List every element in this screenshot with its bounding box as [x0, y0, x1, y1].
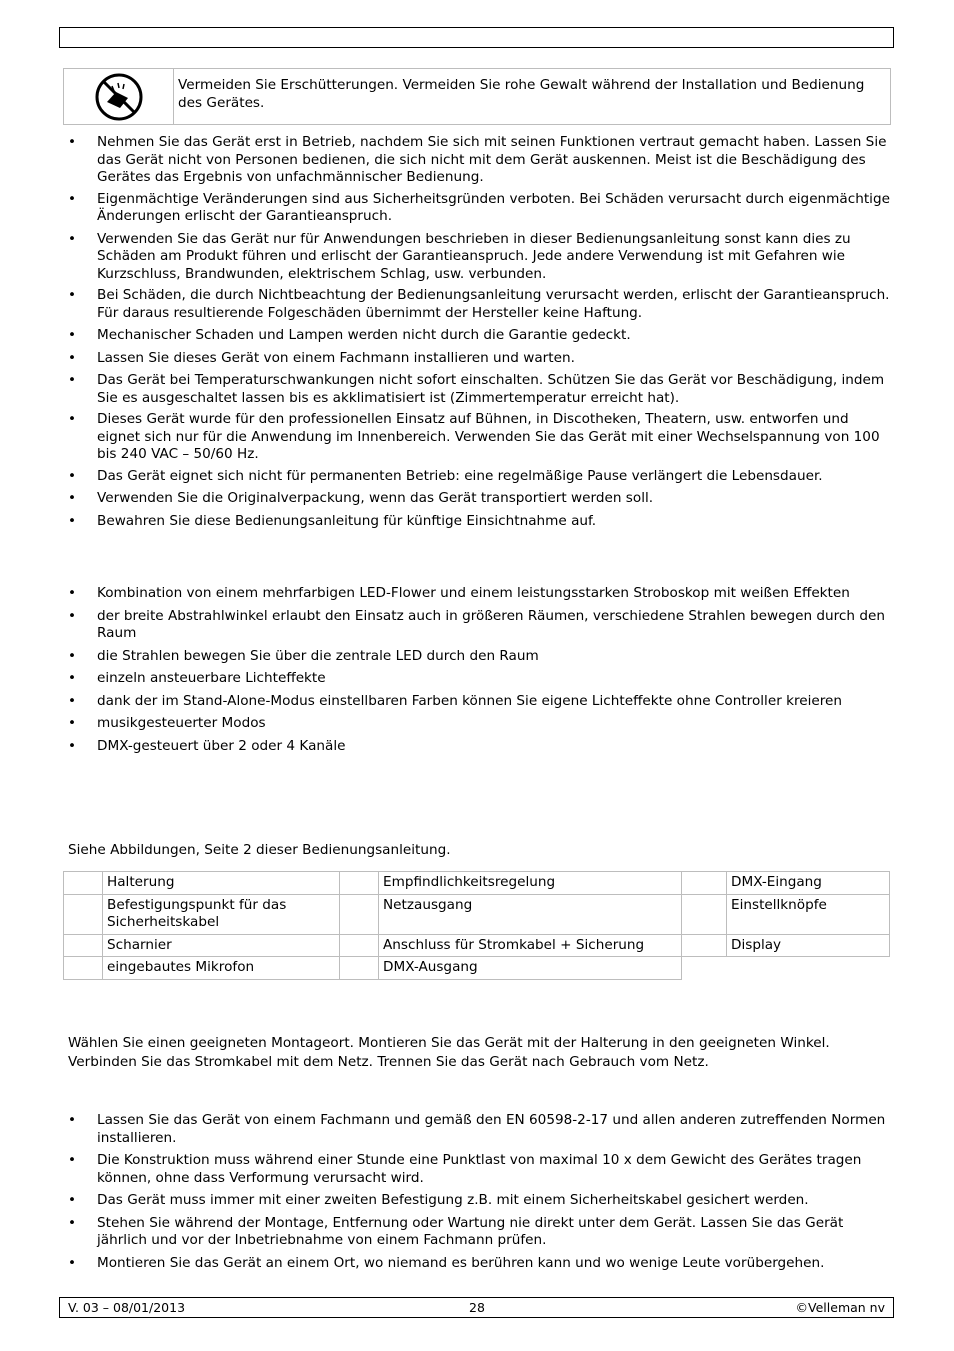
- table-cell: Scharnier: [103, 934, 340, 957]
- footer-page-number: 28: [469, 1300, 485, 1315]
- table-row: [64, 957, 890, 980]
- table-cell-number: [682, 894, 727, 934]
- table-cell: Halterung: [103, 872, 340, 895]
- table-cell: Empfindlichkeitsregelung: [379, 872, 682, 895]
- list-item: • musikgesteuerter Modos: [62, 715, 892, 733]
- list-item: • Die Konstruktion muss während einer Stunde eine Punktlast von maximal 10 x dem Gewicht des Gerätes tragen können, ohne dass Verformung verursacht wird.: [62, 1152, 892, 1187]
- list-item: • Stehen Sie während der Montage, Entfernung oder Wartung nie direkt unter dem Gerät. Lassen Sie das Gerät jährlich und vor der Inbetriebnahme von einem Fachmann prüfen.: [62, 1215, 892, 1250]
- table-cell: Netzausgang: [379, 894, 682, 934]
- table-cell-number: [340, 894, 379, 934]
- table-cell-number: [64, 957, 103, 980]
- list-item: • einzeln ansteuerbare Lichteffekte: [62, 670, 892, 688]
- list-item: • DMX-gesteuert über 2 oder 4 Kanäle: [62, 738, 892, 756]
- table-cell-number: [682, 872, 727, 895]
- features-list: [62, 585, 892, 755]
- list-item: • Lassen Sie dieses Gerät von einem Fachmann installieren und warten.: [62, 350, 892, 368]
- list-item: • Montieren Sie das Gerät an einem Ort, wo niemand es berühren kann und wo wenige Leute vorübergehen.: [62, 1255, 892, 1273]
- table-cell-number: [340, 957, 379, 980]
- table-cell-number: [64, 894, 103, 934]
- list-item: • Das Gerät eignet sich nicht für permanenten Betrieb: eine regelmäßige Pause verlängert die Lebensdauer.: [62, 468, 892, 486]
- no-shock-icon: [94, 72, 144, 122]
- table-row: [64, 894, 890, 934]
- footer-version: V. 03 – 08/01/2013: [68, 1300, 186, 1315]
- installation-text: Wählen Sie einen geeigneten Montageort. Montieren Sie das Gerät mit der Halterung in den geeigneten Winkel. Verbinden Sie das Stromkabel mit dem Netz. Trennen Sie das Gerät nach Gebrauch vom Netz.: [68, 1035, 830, 1070]
- table-cell-empty: [682, 957, 890, 980]
- table-cell-number: [64, 934, 103, 957]
- mounting-list: [62, 1112, 892, 1272]
- table-cell: DMX-Eingang: [727, 872, 890, 895]
- list-item: • Dieses Gerät wurde für den professionellen Einsatz auf Bühnen, in Discotheken, Theatern, usw. entworfen und eignet sich nur für die Anwendung im Innenbereich. Verwenden Sie das Gerät mit einer Wechselspannung von 100 bis 240 VAC – 50/60 Hz.: [62, 411, 892, 464]
- list-item: • Bewahren Sie diese Bedienungsanleitung für künftige Einsichtnahme auf.: [62, 513, 892, 531]
- page-footer: [59, 1297, 894, 1318]
- table-row: [64, 872, 890, 895]
- table-cell: DMX-Ausgang: [379, 957, 682, 980]
- table-cell-number: [682, 934, 727, 957]
- warning-text: Vermeiden Sie Erschütterungen. Vermeiden Sie rohe Gewalt während der Installation und Bedienung des Gerätes.: [178, 77, 865, 111]
- list-item: • Kombination von einem mehrfarbigen LED-Flower und einem leistungsstarken Stroboskop mit weißen Effekten: [62, 585, 892, 603]
- list-item: • Das Gerät bei Temperaturschwankungen nicht sofort einschalten. Schützen Sie das Gerät vor Beschädigung, indem Sie es ausgeschaltet lassen bis es akklimatisiert ist (Zimmertemperatur erreicht hat).: [62, 372, 892, 407]
- list-item: • Bei Schäden, die durch Nichtbeachtung der Bedienungsanleitung verursacht werden, erlischt der Garantieanspruch. Für daraus resultierende Folgeschäden übernimmt der Hersteller keine Haftung.: [62, 287, 892, 322]
- table-cell: Anschluss für Stromkabel + Sicherung: [379, 934, 682, 957]
- overview-intro: Siehe Abbildungen, Seite 2 dieser Bedienungsanleitung.: [68, 842, 451, 858]
- table-cell-number: [64, 872, 103, 895]
- table-cell-number: [340, 934, 379, 957]
- list-item: • Verwenden Sie das Gerät nur für Anwendungen beschrieben in dieser Bedienungsanleitung sonst kann dies zu Schäden am Produkt führen und erlischt der Garantieanspruch. Jede andere Verwendung ist mit Gefahren wie Kurzschluss, Brandwunden, elektrischem Schlag, usw. verbunden.: [62, 231, 892, 284]
- list-item: • der breite Abstrahlwinkel erlaubt den Einsatz auch in größeren Räumen, verschiedene Strahlen bewegen durch den Raum: [62, 608, 892, 643]
- table-cell: eingebautes Mikrofon: [103, 957, 340, 980]
- list-item: • Eigenmächtige Veränderungen sind aus Sicherheitsgründen verboten. Bei Schäden verursacht durch eigenmächtige Änderungen erlischt der Garantieanspruch.: [62, 191, 892, 226]
- warning-box: [63, 68, 891, 125]
- table-cell: Einstellknöpfe: [727, 894, 890, 934]
- warning-icon-cell: [64, 69, 174, 124]
- safety-list: [62, 134, 892, 530]
- list-item: • Das Gerät muss immer mit einer zweiten Befestigung z.B. mit einem Sicherheitskabel gesichert werden.: [62, 1192, 892, 1210]
- list-item: • Lassen Sie das Gerät von einem Fachmann und gemäß den EN 60598-2-17 und allen anderen zutreffenden Normen installieren.: [62, 1112, 892, 1147]
- table-cell: Befestigungspunkt für das Sicherheitskabel: [103, 894, 340, 934]
- list-item: • Verwenden Sie die Originalverpackung, wenn das Gerät transportiert werden soll.: [62, 490, 892, 508]
- page-header-box: [59, 27, 894, 48]
- list-item: • Nehmen Sie das Gerät erst in Betrieb, nachdem Sie sich mit seinen Funktionen vertraut gemacht haben. Lassen Sie das Gerät nicht von Personen bedienen, die sich nicht mit dem Gerät auskennen. Meist ist die Beschädigung des Gerätes das Ergebnis von unfachmännischer Bedienung.: [62, 134, 892, 187]
- table-row: [64, 934, 890, 957]
- parts-table: [63, 871, 890, 980]
- footer-copyright: ©Velleman nv: [795, 1300, 885, 1315]
- table-cell-number: [340, 872, 379, 895]
- list-item: • Mechanischer Schaden und Lampen werden nicht durch die Garantie gedeckt.: [62, 327, 892, 345]
- list-item: • dank der im Stand-Alone-Modus einstellbaren Farben können Sie eigene Lichteffekte ohne Controller kreieren: [62, 693, 892, 711]
- table-cell: Display: [727, 934, 890, 957]
- list-item: • die Strahlen bewegen Sie über die zentrale LED durch den Raum: [62, 648, 892, 666]
